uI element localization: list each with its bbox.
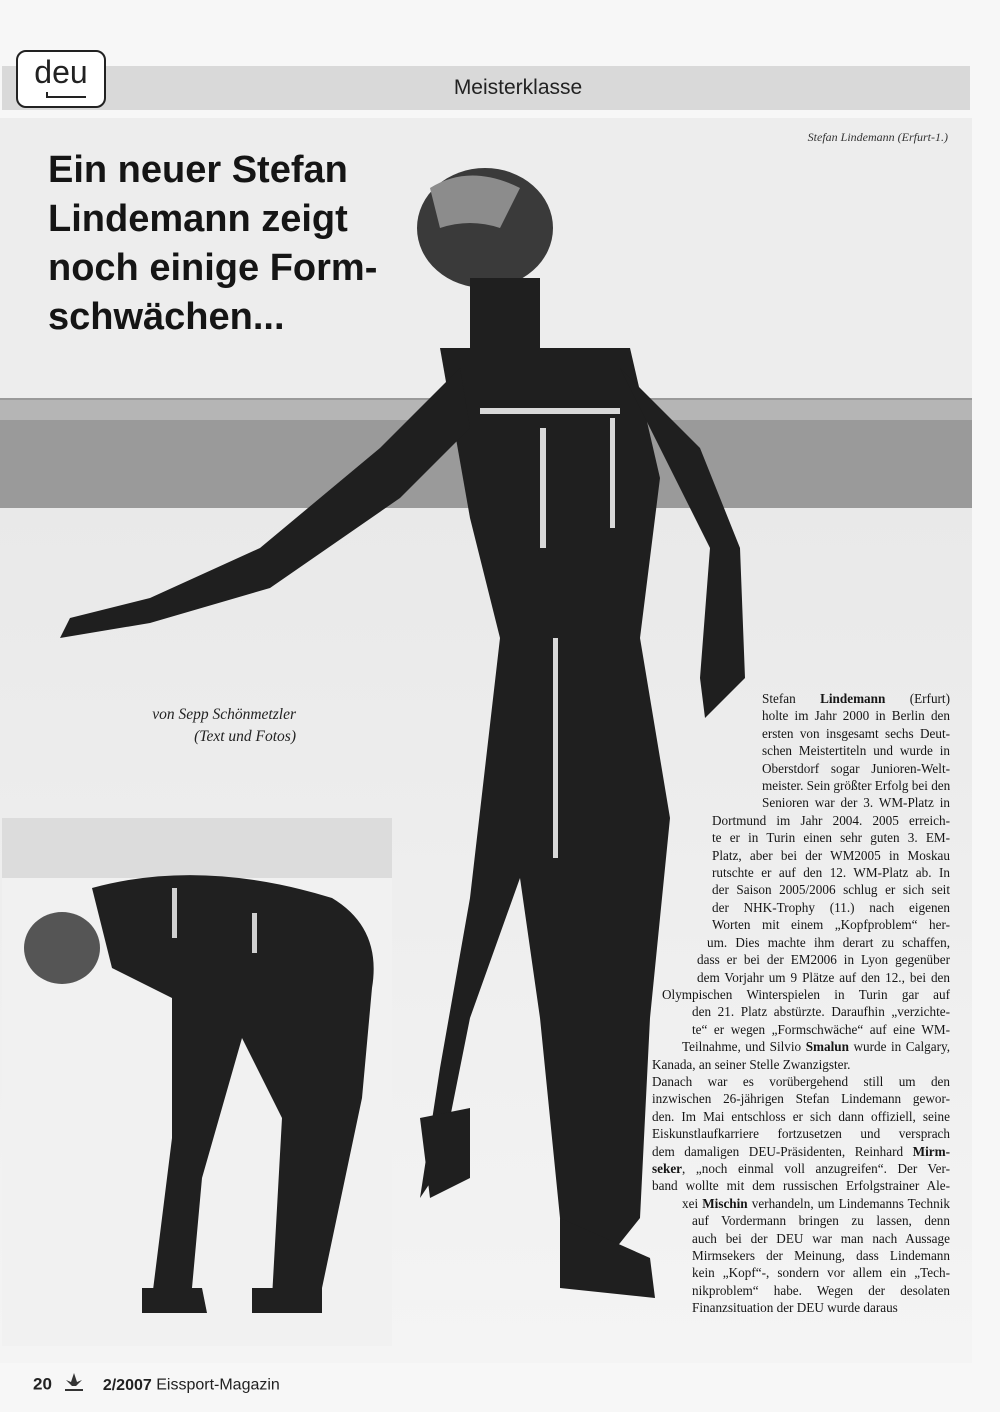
article-line: Worten mit einem „Kopfproblem“ her- bbox=[712, 917, 950, 933]
article-line: schen Meistertiteln und wurde in bbox=[762, 743, 950, 759]
article-line: Eiskunstlaufkarriere fortzusetzen und versprach bbox=[652, 1126, 950, 1142]
article-line: auf Vordermann bringen zu lassen, denn bbox=[692, 1213, 950, 1229]
article-line: um. Dies machte ihm derart zu schaffen, bbox=[707, 934, 950, 950]
article-line: der Saison 2005/2006 schlug er sich seit bbox=[712, 882, 950, 898]
article-line: auch bei der DEU war man nach Aussage bbox=[692, 1230, 950, 1246]
skater-logo-icon bbox=[62, 1372, 86, 1399]
page-number: 20 bbox=[33, 1374, 52, 1394]
byline bbox=[60, 704, 296, 748]
article-line: Stefan Lindemann (Erfurt) bbox=[762, 691, 950, 706]
headline-line: Lindemann zeigt bbox=[48, 198, 348, 240]
page-footer bbox=[33, 1372, 280, 1399]
article-body bbox=[652, 690, 950, 1317]
article-line: holte im Jahr 2000 in Berlin den bbox=[762, 708, 950, 724]
article-line: rutschte er auf den 12. WM-Platz ab. In bbox=[712, 865, 950, 881]
article-line: xei Mischin verhandeln, um Lindemanns Technik bbox=[682, 1195, 950, 1211]
issue-number: 2/2007 bbox=[102, 1376, 152, 1394]
article-line: Platz, aber bei der WM2005 in Moskau bbox=[712, 847, 950, 863]
deu-logo bbox=[16, 50, 106, 108]
article-line: den 21. Platz abstürzte. Daraufhin „verzichte- bbox=[692, 1004, 950, 1020]
skate-icon bbox=[46, 92, 86, 98]
headline-line: noch einige Form- bbox=[48, 247, 378, 289]
article-line: der NHK-Trophy (11.) nach eigenen bbox=[712, 899, 950, 915]
article-line: Oberstdorf sogar Junioren-Welt- bbox=[762, 760, 950, 776]
article-line: Mirmsekers der Meinung, dass Lindemann bbox=[692, 1248, 950, 1263]
headline-line: schwächen... bbox=[48, 296, 285, 338]
article-line: Olympischen Winterspielen in Turin gar auf bbox=[662, 986, 950, 1002]
article-line: te“ er wegen „Formschwäche“ auf eine WM- bbox=[692, 1021, 950, 1037]
article-line: Finanzsituation der DEU wurde daraus bbox=[692, 1300, 898, 1316]
article-line: Danach war es vorübergehend still um den bbox=[652, 1073, 950, 1089]
section-title: Meisterklasse bbox=[453, 76, 583, 99]
byline-note: (Text und Fotos) bbox=[194, 728, 296, 745]
logo-text: deu bbox=[34, 54, 88, 90]
headline-line: Ein neuer Stefan bbox=[48, 149, 348, 191]
headline bbox=[48, 146, 428, 342]
article-line: Kanada, an seiner Stelle Zwanzigster. bbox=[652, 1056, 851, 1072]
article-line: nikproblem“ habe. Wegen der desolaten bbox=[692, 1282, 950, 1298]
byline-author: von Sepp Schönmetzler bbox=[152, 706, 296, 723]
small-photo-skater-bow bbox=[2, 818, 392, 1346]
article-line: den. Im Mai entschloss er sich dann offiziell, seine bbox=[652, 1108, 950, 1124]
article-line: dem Vorjahr um 9 Plätze auf den 12., bei den bbox=[697, 969, 950, 985]
photo-credit: Stefan Lindemann (Erfurt-1.) bbox=[807, 130, 948, 144]
article-line: dass er bei der EM2006 in Lyon gegenüber bbox=[697, 952, 950, 968]
magazine-name: Eissport-Magazin bbox=[156, 1376, 280, 1394]
article-line: seker, „noch einmal voll anzugreifen“. Der Ver- bbox=[652, 1160, 950, 1176]
article-line: Teilnahme, und Silvio Smalun wurde in Calgary, bbox=[682, 1039, 950, 1055]
article-line: meister. Sein größter Erfolg bei den bbox=[762, 778, 951, 794]
article-line: Dortmund im Jahr 2004. 2005 erreich- bbox=[712, 812, 950, 828]
article-line: dem damaligen DEU-Präsidenten, Reinhard Mirm- bbox=[652, 1143, 950, 1159]
article-line: ersten von insgesamt sechs Deut- bbox=[762, 725, 950, 741]
article-line: Senioren war der 3. WM-Platz in bbox=[762, 795, 950, 811]
article-line: inzwischen 26-jährigen Stefan Lindemann gewor- bbox=[652, 1091, 950, 1107]
article-line: te er in Turin einen sehr guten 3. EM- bbox=[712, 830, 950, 846]
article-line: kein „Kopf“-, sondern vor allem ein „Tech- bbox=[692, 1265, 950, 1281]
article-line: band wollte mit dem russischen Erfolgstrainer Ale- bbox=[652, 1178, 950, 1194]
